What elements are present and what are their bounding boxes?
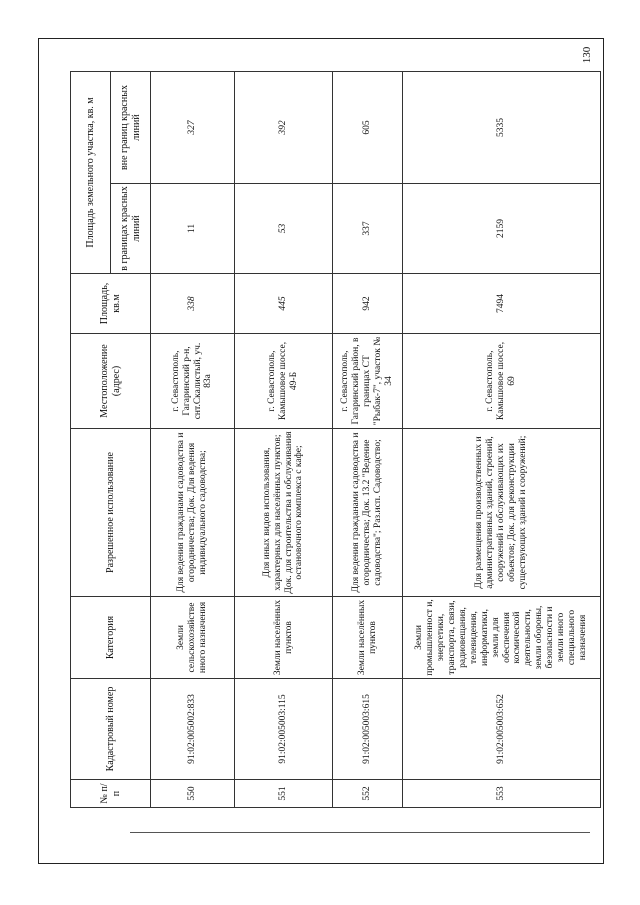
cell-num: 553 (403, 780, 601, 808)
cell-location: г. Севастополь, Камышовое шоссе, 49-Б (235, 334, 333, 429)
cell-category: Земли населённых пунктов (333, 597, 403, 679)
cell-inside: 337 (333, 184, 403, 274)
header-area: Площадь, кв.м (71, 274, 151, 334)
header-land-area: Площадь земельного участка, кв. м (71, 72, 111, 274)
cell-num: 552 (333, 780, 403, 808)
cell-num: 551 (235, 780, 333, 808)
cell-location: г. Севастополь, Камышовое шоссе, 69 (403, 334, 601, 429)
cell-cadastral: 91:02:005002:833 (151, 679, 235, 780)
cell-inside: 11 (151, 184, 235, 274)
page-number: 130 (581, 46, 593, 64)
cell-num: 550 (151, 780, 235, 808)
cell-permitted-use: Для ведения гражданами садоводства и огородничества; Док. 13.2 "Ведение садоводства"; Раз.исп. Садоводство; (333, 429, 403, 597)
land-plots-table-container (70, 72, 588, 808)
table-row (333, 72, 403, 808)
header-cadastral: Кадастровый номер (71, 679, 151, 780)
table-row (235, 72, 333, 808)
header-permitted-use: Разрешенное использование (71, 429, 151, 597)
header-num: № п/п (71, 780, 151, 808)
table-row (403, 72, 601, 808)
header-outside-red-lines: вне границ красных линий (111, 72, 151, 184)
cell-inside: 53 (235, 184, 333, 274)
bottom-rule (130, 832, 590, 833)
cell-category: Земли сельскохозяйстве нного назначения (151, 597, 235, 679)
cell-outside: 327 (151, 72, 235, 184)
cell-permitted-use: Для размещения производственных и административных зданий, строений, сооружений и обслуживающих их объектов; Док. для реконструкции существующих зданий и сооружений; (403, 429, 601, 597)
cell-cadastral: 91:02:005003:652 (403, 679, 601, 780)
header-inside-red-lines: в границах красных линий (111, 184, 151, 274)
cell-category: Земли населённых пунктов (235, 597, 333, 679)
cell-outside: 5335 (403, 72, 601, 184)
cell-permitted-use: Для иных видов использования, характерных для населённых пунктов; Док. для строительства и обслуживания остановочного комплекса с кафе; (235, 429, 333, 597)
cell-area: 942 (333, 274, 403, 334)
cell-inside: 2159 (403, 184, 601, 274)
header-category: Категория (71, 597, 151, 679)
cell-cadastral: 91:02:005003:115 (235, 679, 333, 780)
cell-category: Земли промышленност и, энергетики, транспорта, связи, радиовещания, телевидения, информатики, земли для обеспечения космической деятельности, земли обороны, безопасности и земли иного специального назначения (403, 597, 601, 679)
cell-permitted-use: Для ведения гражданами садоводства и огородничества; Док. Для ведения индивидуального садоводства; (151, 429, 235, 597)
header-location: Местоположение (адрес) (71, 334, 151, 429)
cell-location: г. Севастополь, Гагаринский р-н, снт.Скалистый, уч. 83а (151, 334, 235, 429)
cell-outside: 605 (333, 72, 403, 184)
cell-outside: 392 (235, 72, 333, 184)
table-row (151, 72, 235, 808)
cell-area: 7494 (403, 274, 601, 334)
land-plots-table (70, 71, 601, 808)
cell-cadastral: 91:02:005003:615 (333, 679, 403, 780)
cell-area: 338 (151, 274, 235, 334)
cell-area: 445 (235, 274, 333, 334)
cell-location: г. Севастополь, Гагаринский район, в границах СТ "Рыбак-7", участок № 34 (333, 334, 403, 429)
